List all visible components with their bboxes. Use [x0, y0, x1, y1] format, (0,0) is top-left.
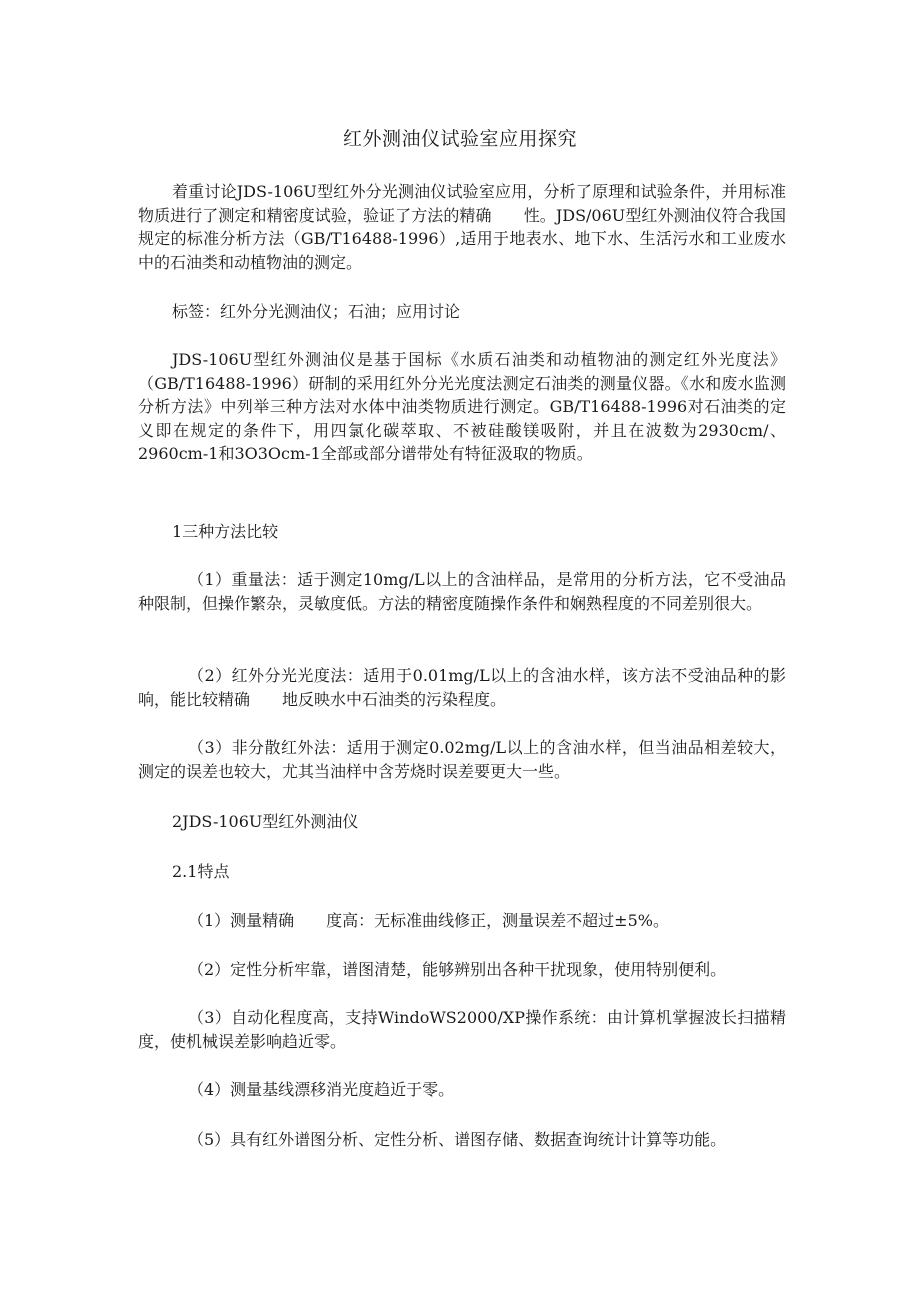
feature-3-paragraph: （3）自动化程度高，支持WindoWS2000/XP操作系统：由计算机掌握波长扫描精度，使机械误差影响趋近零。 [138, 1008, 786, 1051]
keywords-line: 标签：红外分光测油仪；石油；应用讨论 [172, 302, 461, 321]
intro-paragraph: JDS-106U型红外测油仪是基于国标《水质石油类和动植物油的测定红外光度法》（GB/T16488-1996）研制的采用红外分光光度法测定石油类的测量仪器。《水和废水监测分析方法》中列举三种方法对水体中油类物质进行测定。GB/T16488-1996对石油类的定义即在规定的条件下，用四氯化碳萃取、不被硅酸镁吸附，并且在波数为2930cm/、2960cm-1和3O3Ocm-1全部或部分谱带处有特征汲取的物质。 [138, 350, 786, 463]
feature-2-paragraph: （2）定性分析牢靠，谱图清楚，能够辨别出各种干扰现象，使用特别便利。 [188, 960, 727, 979]
feature-5-paragraph: （5）具有红外谱图分析、定性分析、谱图存储、数据查询统计计算等功能。 [188, 1130, 727, 1149]
section-2-1-heading: 2.1特点 [172, 862, 230, 881]
method-3-paragraph: （3）非分散红外法：适用于测定0.02mg/L以上的含油水样，但当油品相差较大，测定的误差也较大，尤其当油样中含芳烧时误差要更大一些。 [138, 738, 786, 781]
method-1-paragraph: （1）重量法：适于测定10mg/L以上的含油样品，是常用的分析方法，它不受油品种限制，但操作繁杂，灵敏度低。方法的精密度随操作条件和娴熟程度的不同差别很大。 [138, 570, 786, 613]
section-1-heading: 1三种方法比较 [172, 522, 279, 541]
section-2-heading: 2JDS-106U型红外测油仪 [172, 812, 359, 831]
abstract-paragraph: 着重讨论JDS-106U型红外分光测油仪试验室应用，分析了原理和试验条件，并用标准物质进行了测定和精密度试验，验证了方法的精确 性。JDS/06U型红外测油仪符合我国规定的标准分析方法（GB/T16488-1996）,适用于地表水、地下水、生活污水和工业废水中的石油类和动植物油的测定。 [138, 182, 786, 272]
feature-4-paragraph: （4）测量基线漂移消光度趋近于零。 [188, 1080, 455, 1099]
method-2-paragraph: （2）红外分光光度法：适用于0.01mg/L以上的含油水样，该方法不受油品种的影响，能比较精确 地反映水中石油类的污染程度。 [138, 666, 786, 709]
feature-1-paragraph: （1）测量精确 度高：无标准曲线修正，测量误差不超过±5%。 [188, 911, 669, 930]
document-title: 红外测油仪试验室应用探究 [342, 128, 577, 150]
